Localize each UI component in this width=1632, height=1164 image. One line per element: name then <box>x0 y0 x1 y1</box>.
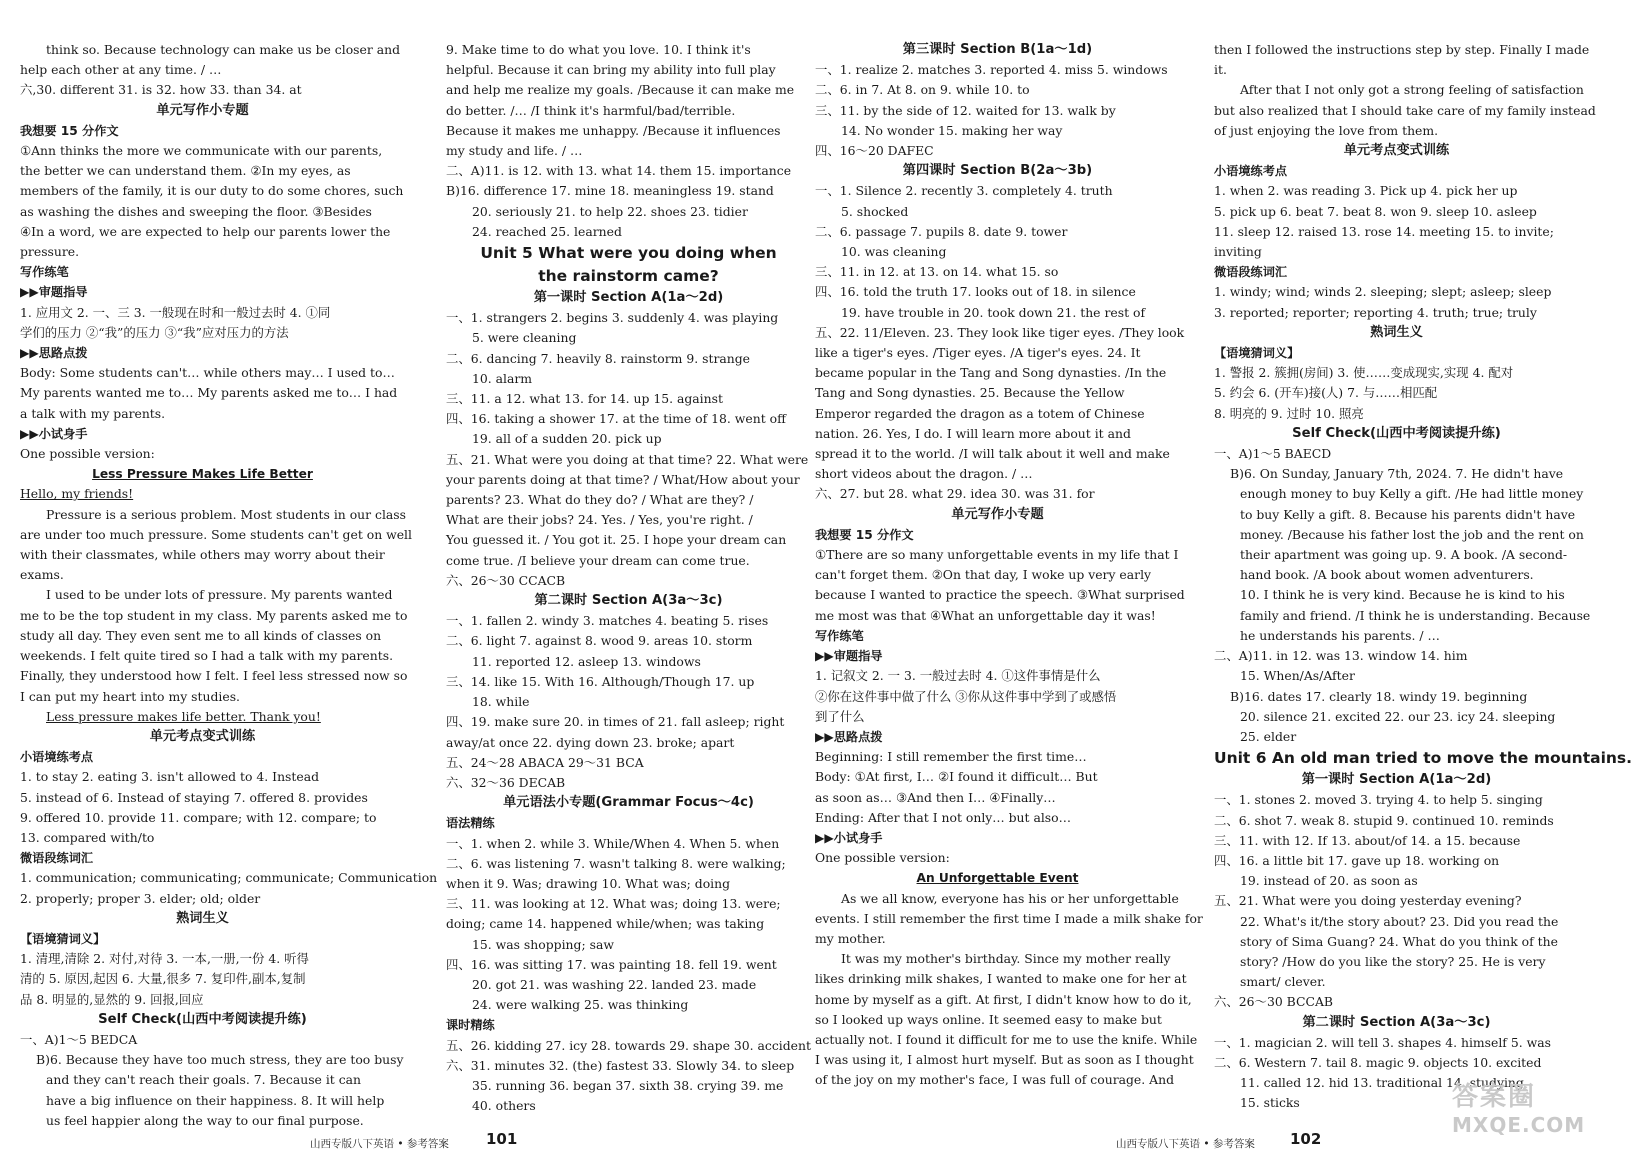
text-line: 10. I think he is very kind. Because he is kind to his <box>1240 587 1565 603</box>
text-line: 第一课时 Section A(1a～2d) <box>533 290 724 306</box>
text-line: 第二课时 Section A(3a～3c) <box>534 593 723 609</box>
text-line: 五、22. 11/Eleven. 23. They look like tiger eyes. /They look <box>815 324 1185 340</box>
text-line: events. I still remember the first time I made a milk shake for <box>815 910 1203 926</box>
text-line: ②你在这件事中做了什么 ③你从这件事中学到了或感悟 <box>815 688 1117 704</box>
text-line: 六,30. different 31. is 32. how 33. than 34. at <box>20 82 302 98</box>
text-line: 一、A)1～5 BEDCA <box>20 1031 138 1047</box>
text-line: 单元写作小专题 <box>156 102 249 118</box>
text-line: 20. silence 21. excited 22. our 23. icy 24. sleeping <box>1240 708 1556 724</box>
text-line: 六、27. but 28. what 29. idea 30. was 31. for <box>815 486 1095 502</box>
text-line: 四、16. a little bit 17. gave up 18. working on <box>1214 852 1500 868</box>
text-line: 11. reported 12. asleep 13. windows <box>472 653 701 669</box>
text-line: 5. 约会 6. (开车)接(人) 7. 与……相匹配 <box>1214 385 1438 401</box>
text-line: 二、6. Western 7. tail 8. magic 9. objects 10. excited <box>1214 1054 1542 1070</box>
text-line: 四、16. was sitting 17. was painting 18. fell 19. went <box>446 956 777 972</box>
text-line: 五、21. What were you doing at that time? 22. What were <box>446 451 809 467</box>
text-line: 六、26～30 CCACB <box>446 572 566 588</box>
text-line: 四、16. taking a shower 17. at the time of 18. went off <box>446 411 786 427</box>
text-line: 一、1. Silence 2. recently 3. completely 4. truth <box>815 183 1113 199</box>
text-line: 1. 记叙文 2. 一 3. 一般过去时 4. ①这件事情是什么 <box>815 668 1101 684</box>
text-line: as soon as… ③And then I… ④Finally… <box>815 789 1056 805</box>
text-line: 写作练笔 <box>20 265 69 280</box>
text-line: to buy Kelly a gift. 8. Because his parents didn't have <box>1240 506 1576 522</box>
text-line: ▶▶小试身手 <box>815 830 883 845</box>
text-line: 四、19. make sure 20. in times of 21. fall asleep; right <box>446 714 785 730</box>
text-line: 9. offered 10. provide 11. compare; with 12. compare; to <box>20 809 377 825</box>
text-line: of just enjoying the love from them. <box>1214 122 1439 138</box>
text-line: What are their jobs? 24. Yes. / Yes, you're right. / <box>446 512 753 528</box>
text-line: 二、6. light 7. against 8. wood 9. areas 10. storm <box>446 633 753 649</box>
text-line: 小语境练考点 <box>1214 164 1288 179</box>
text-line: 18. while <box>472 694 530 710</box>
text-line: 清的 5. 原因,起因 6. 大量,很多 7. 复印件,副本,复制 <box>20 971 306 987</box>
text-line: I can put my heart into my studies. <box>20 688 240 704</box>
text-line: weekends. I felt quite tired so I had a talk with my parents. <box>20 648 394 664</box>
text-line: 单元写作小专题 <box>951 506 1044 522</box>
text-line: 三、14. like 15. With 16. Although/Though 17. up <box>446 673 755 689</box>
text-line: do better. /… /I think it's harmful/bad/terrible. <box>446 102 736 118</box>
text-line: then I followed the instructions step by step. Finally I made <box>1214 42 1590 57</box>
text-line: 学们的压力 ②“我”的压力 ③“我”应对压力的方法 <box>20 324 289 340</box>
text-line: 5. shocked <box>841 203 909 219</box>
text-line: 3. reported; reporter; reporting 4. truth; true; truly <box>1214 304 1537 320</box>
text-line: 二、6. passage 7. pupils 8. date 9. tower <box>815 223 1068 239</box>
text-line: 9. Make time to do what you love. 10. I think it's <box>446 42 751 57</box>
text-line: 25. elder <box>1240 728 1297 744</box>
text-line: An Unforgettable Event <box>916 871 1079 886</box>
text-line: 到了什么 <box>815 708 865 724</box>
text-line: Emperor regarded the dragon as a totem of Chinese <box>815 405 1145 421</box>
text-line: 13. compared with/to <box>20 829 155 845</box>
text-line: 熟词生义 <box>176 910 229 926</box>
text-line: my mother. <box>815 930 886 946</box>
text-line: 第四课时 Section B(2a～3b) <box>902 163 1093 179</box>
text-line: 单元语法小专题(Grammar Focus～4c) <box>503 795 754 811</box>
text-line: 品 8. 明显的,显然的 9. 回报,回应 <box>20 991 204 1007</box>
text-line: 四、16～20 DAFEC <box>815 143 934 159</box>
text-line: 一、1. magician 2. will tell 3. shapes 4. himself 5. was <box>1214 1034 1551 1050</box>
text-line: because I wanted to practice the speech. ③What surprised <box>815 587 1185 603</box>
text-line: My parents wanted me to… My parents asked me to… I had <box>20 385 398 401</box>
text-line: 第二课时 Section A(3a～3c) <box>1302 1014 1491 1030</box>
text-line: and help me realize my goals. /Because it can make me <box>446 82 795 98</box>
text-line: 15. was shopping; saw <box>472 936 614 952</box>
text-line: became popular in the Tang and Song dynasties. /In the <box>815 365 1167 381</box>
watermark-logo <box>1452 1076 1586 1154</box>
text-line: 1. windy; wind; winds 2. sleeping; slept; asleep; sleep <box>1214 284 1552 300</box>
text-line: 19. instead of 20. as soon as <box>1240 873 1418 889</box>
text-line: 2. properly; proper 3. elder; old; older <box>20 890 261 906</box>
text-line: 1. 清理,清除 2. 对付,对待 3. 一本,一册,一份 4. 听得 <box>20 951 309 967</box>
text-line: my study and life. / … <box>446 143 583 159</box>
text-line: but also realized that I should take care of my family instead <box>1214 102 1596 118</box>
text-line: 四、16. told the truth 17. looks out of 18. in silence <box>815 284 1136 300</box>
text-line: story? /How do you like the story? 25. He is very <box>1240 953 1546 969</box>
text-line: ▶▶审题指导 <box>815 649 883 664</box>
text-line: I used to be under lots of pressure. My parents wanted <box>46 587 393 603</box>
text-line: Unit 6 An old man tried to move the mountains. <box>1214 749 1632 768</box>
text-line: like a tiger's eyes. /Tiger eyes. /A tiger's eyes. 24. It <box>815 345 1141 361</box>
text-line: pressure. <box>20 244 80 260</box>
text-line: Body: Some students can't… while others may… I used to… <box>20 365 395 381</box>
text-line: a talk with my parents. <box>20 405 166 421</box>
text-line: home by myself as a gift. At first, I didn't know how to do it, <box>815 991 1192 1007</box>
text-line: exams. <box>20 567 64 583</box>
text-line: It was my mother's birthday. Since my mother really <box>841 951 1171 967</box>
text-line: and they can't reach their goals. 7. Because it can <box>46 1072 362 1088</box>
text-line: 1. when 2. was reading 3. Pick up 4. pick her up <box>1214 183 1518 199</box>
text-line: I was using it, I almost hurt myself. But as soon as I thought <box>815 1052 1194 1068</box>
text-line: when it 9. Was; drawing 10. What was; doing <box>446 875 731 891</box>
page-number-right: 102 <box>1290 1130 1322 1148</box>
text-line: B)6. Because they have too much stress, they are too busy <box>36 1052 404 1068</box>
text-line: 10. was cleaning <box>841 244 947 260</box>
text-line: 11. called 12. hid 13. traditional 14. studying <box>1240 1075 1524 1091</box>
text-line: nation. 26. Yes, I do. I will learn more about it and <box>815 425 1131 441</box>
text-line: 一、1. stones 2. moved 3. trying 4. to help 5. singing <box>1214 792 1543 808</box>
text-line: me to be the top student in my class. My parents asked me to <box>20 607 408 623</box>
text-line: ▶▶思路点拨 <box>815 729 883 744</box>
text-line: 语法精练 <box>446 816 495 831</box>
text-line: 20. seriously 21. to help 22. shoes 23. tidier <box>472 203 748 219</box>
text-line: 第三课时 Section B(1a～1d) <box>902 42 1093 57</box>
text-line: One possible version: <box>815 850 950 866</box>
text-line: 一、A)1～5 BAECD <box>1214 446 1332 462</box>
text-line: the rainstorm came? <box>538 267 719 286</box>
text-line: help each other at any time. / … <box>20 62 222 78</box>
watermark-line-2: MXQE.COM <box>1452 1113 1586 1137</box>
text-line: 一、1. realize 2. matches 3. reported 4. miss 5. windows <box>815 62 1168 78</box>
text-line: 二、A)11. in 12. was 13. window 14. him <box>1214 648 1468 664</box>
text-line: spread it to the world. /I will talk about it well and make <box>815 446 1170 462</box>
text-line: he understands his parents. / … <box>1240 627 1440 643</box>
text-line: 五、26. kidding 27. icy 28. towards 29. shape 30. accident <box>446 1037 811 1053</box>
text-line: study all day. They even sent me to all kinds of classes on <box>20 627 382 643</box>
text-line: One possible version: <box>20 446 155 462</box>
text-line: Self Check(山西中考阅读提升练) <box>98 1011 307 1027</box>
text-line: Pressure is a serious problem. Most students in our class <box>46 506 407 522</box>
column-4 <box>1214 40 1632 1120</box>
text-line: 二、6. dancing 7. heavily 8. rainstorm 9. strange <box>446 350 750 366</box>
text-line: enough money to buy Kelly a gift. /He had little money <box>1240 486 1584 502</box>
text-line: members of the family, it is our duty to do some chores, such <box>20 183 404 199</box>
text-line: 五、24～28 ABACA 29～31 BCA <box>446 754 644 770</box>
text-line: family and friend. /I think he is understanding. Because <box>1240 607 1591 623</box>
text-line: 11. sleep 12. raised 13. rose 14. meeting 15. to invite; <box>1214 223 1554 239</box>
text-line: the better we can understand them. ②In my eyes, as <box>20 163 351 179</box>
text-line: B)6. On Sunday, January 7th, 2024. 7. He didn't have <box>1230 466 1564 482</box>
footer-right-label: 山西专版八下英语 • 参考答案 <box>1116 1138 1255 1150</box>
text-line: 1. 应用文 2. 一、三 3. 一般现在时和一般过去时 4. ①同 <box>20 304 331 320</box>
text-line: 14. No wonder 15. making her way <box>841 122 1063 138</box>
text-line: story of Sima Guang? 24. What do you think of the <box>1240 933 1558 949</box>
text-line: Body: ①At first, I… ②I found it difficult… But <box>815 769 1098 785</box>
text-line: hand book. /A book about women adventurers. <box>1240 567 1534 583</box>
text-line: 24. reached 25. learned <box>472 223 622 239</box>
text-line: ▶▶思路点拨 <box>20 346 88 361</box>
text-line: 15. sticks <box>1240 1095 1300 1111</box>
text-line: B)16. dates 17. clearly 18. windy 19. beginning <box>1230 688 1528 704</box>
text-line: 1. communication; communicating; communicate; Communication <box>20 870 438 886</box>
text-line: 40. others <box>472 1098 536 1114</box>
text-line: 【语境猜词义】 <box>20 931 106 946</box>
text-line: can't forget them. ②On that day, I woke up very early <box>815 567 1152 583</box>
text-line: 19. have trouble in 20. took down 21. the rest of <box>841 304 1146 320</box>
text-line: 三、11. a 12. what 13. for 14. up 15. against <box>446 391 723 407</box>
text-line: 【语境猜词义】 <box>1214 346 1300 361</box>
text-line: You guessed it. / You got it. 25. I hope your dream can <box>446 532 787 548</box>
page-number-left: 101 <box>486 1130 518 1148</box>
text-line: Less pressure makes life better. Thank you! <box>46 708 321 724</box>
text-line: Self Check(山西中考阅读提升练) <box>1292 425 1501 441</box>
text-line: Hello, my friends! <box>20 486 134 502</box>
text-line: 一、1. when 2. while 3. While/When 4. When 5. when <box>446 835 780 851</box>
text-line: it. <box>1214 62 1227 78</box>
text-line: Because it makes me unhappy. /Because it influences <box>446 122 781 138</box>
text-line: 22. What's it/the story about? 23. Did you read the <box>1240 913 1559 929</box>
text-line: 1. 警报 2. 簇拥(房间) 3. 使……变成现实,实现 4. 配对 <box>1214 365 1514 381</box>
text-line: ▶▶小试身手 <box>20 426 88 441</box>
text-line: 第一课时 Section A(1a～2d) <box>1301 772 1492 788</box>
text-line: 微语段练词汇 <box>20 851 94 866</box>
text-line: 5. pick up 6. beat 7. beat 8. won 9. sleep 10. asleep <box>1214 203 1537 219</box>
column-3 <box>815 40 1203 1120</box>
text-line: 单元考点变式训练 <box>149 728 256 744</box>
text-line: ①There are so many unforgettable events in my life that I <box>815 547 1179 563</box>
text-line: ④In a word, we are expected to help our parents lower the <box>20 223 391 239</box>
text-line: Unit 5 What were you doing when <box>480 244 777 263</box>
text-line: doing; came 14. happened while/when; was taking <box>446 916 765 932</box>
text-line: 20. got 21. was washing 22. landed 23. made <box>472 976 757 992</box>
text-line: of the joy on my mother's face, I was full of courage. And <box>815 1072 1175 1088</box>
text-line: 熟词生义 <box>1370 324 1423 340</box>
text-line: After that I not only got a strong feeling of satisfaction <box>1240 82 1584 98</box>
text-line: 六、32～36 DECAB <box>446 774 566 790</box>
text-line: think so. Because technology can make us be closer and <box>46 42 401 57</box>
text-line: 15. When/As/After <box>1240 668 1355 684</box>
text-line: Less Pressure Makes Life Better <box>92 467 313 482</box>
text-line: Beginning: I still remember the first time… <box>815 749 1087 765</box>
text-line: smart/ clever. <box>1240 974 1326 990</box>
text-line: Tang and Song dynasties. 25. Because the Yellow <box>815 385 1125 401</box>
text-line: inviting <box>1214 244 1262 260</box>
text-line: with their classmates, while others may worry about their <box>20 547 385 563</box>
text-line: 1. to stay 2. eating 3. isn't allowed to 4. Instead <box>20 769 320 785</box>
text-line: 一、1. strangers 2. begins 3. suddenly 4. was playing <box>446 310 779 326</box>
text-line: short videos about the dragon. / … <box>815 466 1033 482</box>
text-line: 我想要 15 分作文 <box>20 123 119 138</box>
text-line: 二、6. in 7. At 8. on 9. while 10. to <box>815 82 1030 98</box>
text-line: 三、11. with 12. If 13. about/of 14. a 15. because <box>1214 832 1521 848</box>
text-line: so I looked up ways online. It seemed easy to make but <box>815 1011 1162 1027</box>
text-line: 六、26～30 BCCAB <box>1214 994 1333 1010</box>
text-line: us feel happier along the way to our final purpose. <box>46 1112 364 1128</box>
text-line: helpful. Because it can bring my ability into full play <box>446 62 776 78</box>
text-line: ▶▶审题指导 <box>20 285 88 300</box>
text-line: 五、21. What were you doing yesterday evening? <box>1214 893 1522 909</box>
text-line: parents? 23. What do they do? / What are they? / <box>446 492 754 508</box>
text-line: 10. alarm <box>472 370 533 386</box>
text-line: Finally, they understood how I felt. I feel less stressed now so <box>20 668 408 684</box>
text-line: are under too much pressure. Some students can't get on well <box>20 526 412 542</box>
text-line: your parents doing at that time? / What/How about your <box>446 471 800 487</box>
text-line: 单元考点变式训练 <box>1343 143 1450 159</box>
text-line: 课时精练 <box>446 1018 495 1033</box>
text-line: 小语境练考点 <box>20 750 94 765</box>
text-line: have a big influence on their happiness. 8. It will help <box>46 1092 385 1108</box>
text-line: As we all know, everyone has his or her unforgettable <box>841 890 1179 906</box>
text-line: 三、11. by the side of 12. waited for 13. walk by <box>815 102 1116 118</box>
text-line: 5. were cleaning <box>472 330 577 346</box>
text-line: ①Ann thinks the more we communicate with our parents, <box>20 143 383 159</box>
text-line: as washing the dishes and sweeping the floor. ③Besides <box>20 203 372 219</box>
watermark-line-1: 答案圈 <box>1452 1082 1537 1112</box>
text-line: 5. instead of 6. Instead of staying 7. offered 8. provides <box>20 789 368 805</box>
text-line: 三、11. in 12. at 13. on 14. what 15. so <box>815 264 1059 280</box>
footer-left-label: 山西专版八下英语 • 参考答案 <box>310 1138 449 1150</box>
text-line: 二、6. shot 7. weak 8. stupid 9. continued 10. reminds <box>1214 812 1554 828</box>
text-line: 三、11. was looking at 12. What was; doing 13. were; <box>446 896 781 912</box>
text-line: 8. 明亮的 9. 过时 10. 照亮 <box>1214 405 1364 421</box>
text-line: me most was that ④What an unforgettable day it was! <box>815 607 1156 623</box>
text-line: 六、31. minutes 32. (the) fastest 33. Slowly 34. to sleep <box>446 1057 795 1073</box>
text-line: their apartment was going up. 9. A book. /A second- <box>1240 547 1568 563</box>
text-line: 写作练笔 <box>815 628 864 643</box>
text-line: 二、A)11. is 12. with 13. what 14. them 15. importance <box>446 163 792 179</box>
text-line: Ending: After that I not only… but also… <box>815 809 1072 825</box>
column-1 <box>20 40 438 1128</box>
text-line: money. /Because his father lost the job and the rent on <box>1240 526 1584 542</box>
text-line: actually not. I found it difficult for me to use the knife. While <box>815 1031 1198 1047</box>
text-line: likes drinking milk shakes, I wanted to make one for her at <box>815 971 1187 987</box>
text-line: 二、6. was listening 7. wasn't talking 8. were walking; <box>446 855 786 871</box>
text-line: come true. /I believe your dream can come true. <box>446 552 750 568</box>
column-2 <box>446 40 811 1120</box>
text-line: 19. all of a sudden 20. pick up <box>472 431 662 447</box>
text-line: 一、1. fallen 2. windy 3. matches 4. beating 5. rises <box>446 613 769 629</box>
text-line: 35. running 36. began 37. sixth 38. crying 39. me <box>472 1077 784 1093</box>
text-line: 我想要 15 分作文 <box>815 527 914 542</box>
text-line: B)16. difference 17. mine 18. meaningless 19. stand <box>446 183 774 199</box>
text-line: away/at once 22. dying down 23. broke; apart <box>446 734 735 750</box>
text-line: 24. were walking 25. was thinking <box>472 997 689 1013</box>
text-line: 微语段练词汇 <box>1214 265 1288 280</box>
